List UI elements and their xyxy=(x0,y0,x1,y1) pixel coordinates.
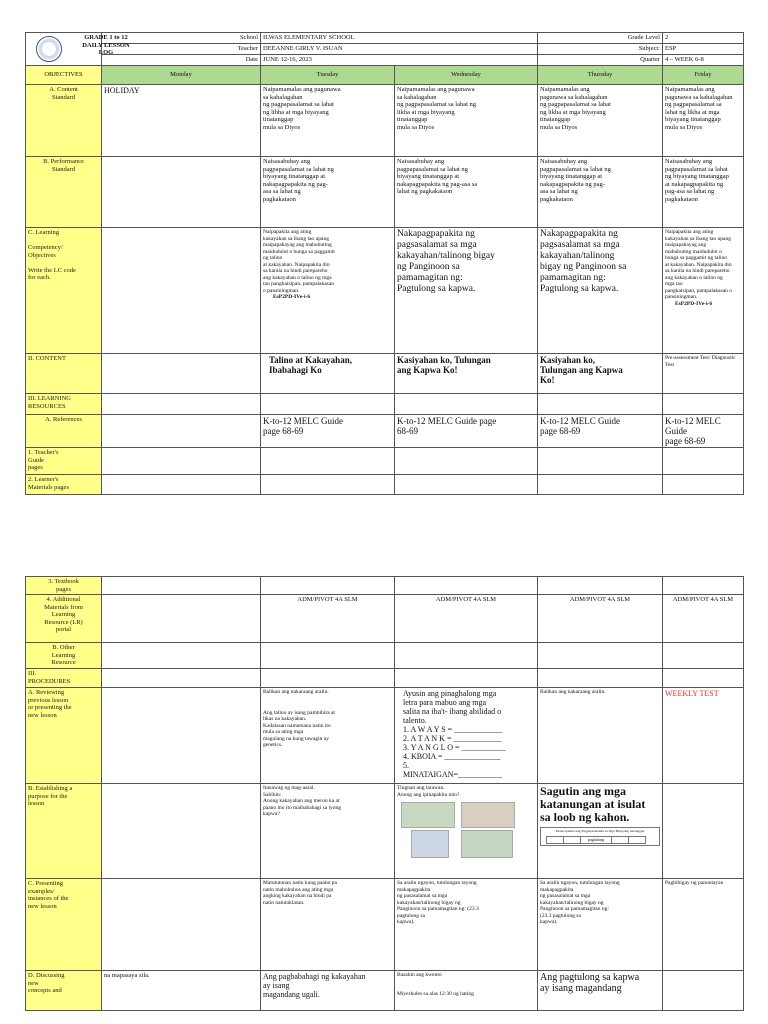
references-label: A. References xyxy=(26,415,102,448)
teachers-guide-label: 1. Teacher's Guide pages xyxy=(26,448,102,475)
establishing-wednesday-text: Tingnan ang larawan. Anong ang ipinapakita nito? xyxy=(397,785,460,798)
content-label: II. CONTENT xyxy=(26,354,102,394)
discussing-wednesday xyxy=(395,971,538,1011)
date-label: Date xyxy=(102,55,261,66)
textbook-label: 3. Textbook pages xyxy=(26,577,102,595)
discussing-label: D. Discussing new concepts and xyxy=(26,971,102,1011)
grade-level-value: 2 xyxy=(663,33,744,44)
content-standard-monday: HOLIDAY xyxy=(102,85,261,157)
lc-code-friday: EsP2PD-IVe-i-6 xyxy=(675,300,713,307)
references-tuesday: K-to-12 MELC Guide page 68-69 xyxy=(261,415,395,448)
reviewing-wednesday: Ayusin ang pinaghalong mga letra para mabuo ang mga salita na iba't- ibang abilidad o talento. 1. A W A Y S = ____________ 2. A T A N K = ____________ 3. Y A N G L O = ___________ 4. KBOIA = ______________ 5. MINATAIGAN=___________ xyxy=(395,688,538,784)
learning-resources-label: III. LEARNING RESOURCES xyxy=(26,394,102,415)
learning-competency-wednesday: Nakapagpapakita ng pagsasalamat sa mga kakayahan/talinong bigay ng Panginoon sa pamamagitan ng: Pagtulong sa kapwa. xyxy=(395,228,538,354)
subject-value: ESP xyxy=(663,44,744,55)
subject-label: Subject: xyxy=(538,44,663,55)
content-standard-thursday: Naipamamalas ang pagunawa sa kahalagahan ng pagpapasalamat sa lahat ng likha at mga biyayang tinatanggap mula sa Diyos xyxy=(538,85,663,157)
objectives-header: OBJECTIVES xyxy=(26,66,102,85)
content-standard-tuesday: Naipamamalas ang pagunawa sa kahalagahan ng pagpapasalamat sa lahat ng lihha at mga biyayang tinatanggap mula sa Diyos xyxy=(261,85,395,157)
quarter-label: Quarter xyxy=(538,55,663,66)
additional-materials-label: 4. Additional Materials from Learning Resource (LR) portal xyxy=(26,595,102,643)
learning-competency-thursday: Nakapagpapakita ng pagsasalamat sa mga kakayahan/talinong bigay ng Panginoon sa pamamagitan ng: Pagtulong sa kapwa. xyxy=(538,228,663,354)
content-standard-label: A. Content Standard xyxy=(26,85,102,157)
weekly-test-label: WEEKLY TEST xyxy=(663,688,744,784)
picture-children-playing-icon xyxy=(461,830,513,858)
picture-children-helping-icon xyxy=(401,802,455,828)
school-label: School xyxy=(102,33,261,44)
learning-competency-label: C. Learning Competency/ Objectives Write the LC code for each. xyxy=(26,228,102,354)
learning-competency-monday xyxy=(102,228,261,354)
performance-standard-wednesday: Naisasabuhay ang pagpapasalamat sa lahat ng biyayang tinatanggap at nakapagpapakita ng pag-asa sa lahat ng pagkakataon xyxy=(395,157,538,228)
content-friday: Pre-assessment Test/ Diagnostic Test xyxy=(663,354,744,394)
learning-competency-friday-text: Naipapakita ang ating kakayahan sa ibang tao upang maipapahayag ang mabubuting maidudulot o bunga sa paggamit ng talino at kakayahan. Naipapakita din sa kanila na hindi parepareho ang kakayahan o talino ng mga tao pangkaisipan, pampalakasan o pansiningman. xyxy=(665,229,733,300)
performance-standard-monday xyxy=(102,157,261,228)
references-monday xyxy=(102,415,261,448)
procedures-label: III. PROCEDURES xyxy=(26,669,102,688)
presenting-friday: Pagbibigay ng panuntayan xyxy=(663,879,744,971)
reviewing-tuesday-intro: Balikan ang nakaraang aralin. xyxy=(263,689,329,695)
school-value: ILWAS ELEMENTARY SCHOOL xyxy=(261,33,538,44)
additional-wednesday: ADM/PIVOT 4A SLM xyxy=(395,595,538,643)
references-wednesday: K-to-12 MELC Guide page 68-69 xyxy=(395,415,538,448)
references-friday: K-to-12 MELC Guide page 68-69 xyxy=(663,415,744,448)
answer-box xyxy=(540,827,660,846)
day-thursday: Thursday xyxy=(538,66,663,85)
establishing-tuesday: Itanawag ng mag-aaral. Sabihin: Anong kakayahan ang meron ka at paano mo ito maibabahagi sa iyong kapwa? xyxy=(261,784,395,879)
establishing-thursday-title: Sagutin ang mga katanungan at isulat sa loob ng kahon. xyxy=(540,784,646,824)
learners-materials-label: 2. Learner's Materials pages xyxy=(26,475,102,495)
learning-competency-friday xyxy=(663,228,744,354)
grade-level-label: Grade Level xyxy=(538,33,663,44)
additional-tuesday: ADM/PIVOT 4A SLM xyxy=(261,595,395,643)
discussing-monday: na mapasaya sila. xyxy=(102,971,261,1011)
day-tuesday: Tuesday xyxy=(261,66,395,85)
presenting-wednesday: Sa aralin ngayon, tutulungan tayong makapagpakita ng pasasalamat sa mga kakayahan/talinong bigay ng Panginoon sa pamamagitan ng: (23.3 pagtulong sa kapwa). xyxy=(395,879,538,971)
learning-competency-tuesday xyxy=(261,228,395,354)
establishing-wednesday xyxy=(395,784,538,879)
references-thursday: K-to-12 MELC Guide page 68-69 xyxy=(538,415,663,448)
content-tuesday: Talino at Kakayahan, Ibabahagi Ko xyxy=(261,354,395,394)
dll-table-bottom xyxy=(25,576,744,1011)
performance-standard-friday: Naisasabuhay ang pagpapasalamat sa lahat ng biyayang tinatanggap at nakapagpapakita ng pag-asa sa lahat ng pagkakataon xyxy=(663,157,744,228)
additional-friday: ADM/PIVOT 4A SLM xyxy=(663,595,744,643)
date-value: JUNE 12-16, 2023 xyxy=(261,55,538,66)
discussing-wednesday-text: Miyerkules sa alas 12:30 ng hating xyxy=(397,990,474,997)
establishing-thursday xyxy=(538,784,663,879)
content-thursday: Kasiyahan ko, Tulungan ang Kapwa Ko! xyxy=(538,354,663,394)
picture-children-cleaning-icon xyxy=(461,802,515,828)
deped-seal-icon xyxy=(36,36,62,62)
content-standard-wednesday: Naipamamalas ang pagunawa sa kahalagahan ng pagpapasalamat sa lahat ng likha at mga biyayang tinatanggap mula sa Diyos xyxy=(395,85,538,157)
dll-title: GRADE 1 to 12 DAILY LESSON LOG xyxy=(82,34,130,56)
other-resource-label: B. Other Learning Resource xyxy=(26,643,102,669)
day-monday: Monday xyxy=(102,66,261,85)
day-wednesday: Wednesday xyxy=(395,66,538,85)
lc-code-tuesday: EsP2PD-IVe-i-6 xyxy=(273,294,311,300)
answer-box-title: Paano ipakita ang Pagpapasalamat sa mga Biyayang natanggap xyxy=(555,829,645,833)
header-logo-cell xyxy=(26,33,130,66)
content-wednesday: Kasiyahan ko, Tulungan ang Kapwa Ko! xyxy=(395,354,538,394)
teacher-value: DEEANNE GIRLY V. ISUAN xyxy=(261,44,538,55)
presenting-label: C. Presenting examples/ instances of the new lesson xyxy=(26,879,102,971)
day-friday: Friday xyxy=(663,66,744,85)
discussing-thursday: Ang pagtulong sa kapwa ay isang magandang xyxy=(538,971,663,1011)
reviewing-thursday: Balikan ang nakaraang aralin. xyxy=(538,688,663,784)
picture-children-sharing-icon xyxy=(411,830,449,858)
content-standard-friday: Naipamamalas ang pagunawa sa kahalagahan ng pagpapasalamat sa lahat ng likha at mga biyayang tinatanggap mula sa Diyos xyxy=(663,85,744,157)
performance-standard-tuesday: Naisasabuhay ang pagpapasalamat sa lahat ng biyayang tinatanggap at nakapagpapakita ng pag- asa sa lahat ng pagkakataon xyxy=(261,157,395,228)
quarter-value: 4 – WEEK 6-8 xyxy=(663,55,744,66)
performance-standard-label: B. Performance Standard xyxy=(26,157,102,228)
reviewing-tuesday xyxy=(261,688,395,784)
establishing-label: B. Establishing a purpose for the lesson xyxy=(26,784,102,879)
reviewing-tuesday-text: Ang talino ay isang pambihira at likas na kakayahan. Kadalasan namamana natin ito mula sa ating mga magulang na kung tawagin ay genetics. xyxy=(263,709,335,748)
answer-box-grid xyxy=(546,836,646,844)
content-monday xyxy=(102,354,261,394)
helping-pictures xyxy=(397,798,535,858)
performance-standard-thursday: Naisasabuhay ang pagpapasalamat sa lahat ng biyayang tinatanggap at nakapagpapakita ng pag- asa sa lahat ng pagkakataon xyxy=(538,157,663,228)
teacher-label: Teacher xyxy=(102,44,261,55)
discussing-tuesday: Ang pagbabahagi ng kakayahan ay isang magandang ugali. xyxy=(261,971,395,1011)
additional-thursday: ADM/PIVOT 4A SLM xyxy=(538,595,663,643)
discussing-wednesday-intro: Basahin ang kwento xyxy=(397,972,442,978)
answer-box-cell: pagtulong xyxy=(581,837,612,844)
dll-table-top xyxy=(25,32,744,495)
learning-competency-tuesday-text: Naipapakita ang ating kakayahan sa ibang tao upang maipapahayag ang mabubuting maidudulot o bunga sa paggamit ng talino at kakayahan. Naipapakita din sa kanila na hindi parepareho ang kakayahan o talino ng mga tao pangkaisipan, pampalakasan o pansiningman. xyxy=(263,229,335,294)
reviewing-label: A. Reviewing previous lesson or presenting the new lesson xyxy=(26,688,102,784)
presenting-tuesday: Matututunan natin kung paano pa natin mabubuhos ang ating mga angking kakayahan na hindi pa natin natutuklasan. xyxy=(261,879,395,971)
presenting-thursday: Sa aralin ngayon, tutulungan tayong makapagpakita ng pasasalamat sa mga kakayahan/talinong bigay ng Panginoon sa pamamagitan ng: (23.3 pagtulong sa kapwa). xyxy=(538,879,663,971)
